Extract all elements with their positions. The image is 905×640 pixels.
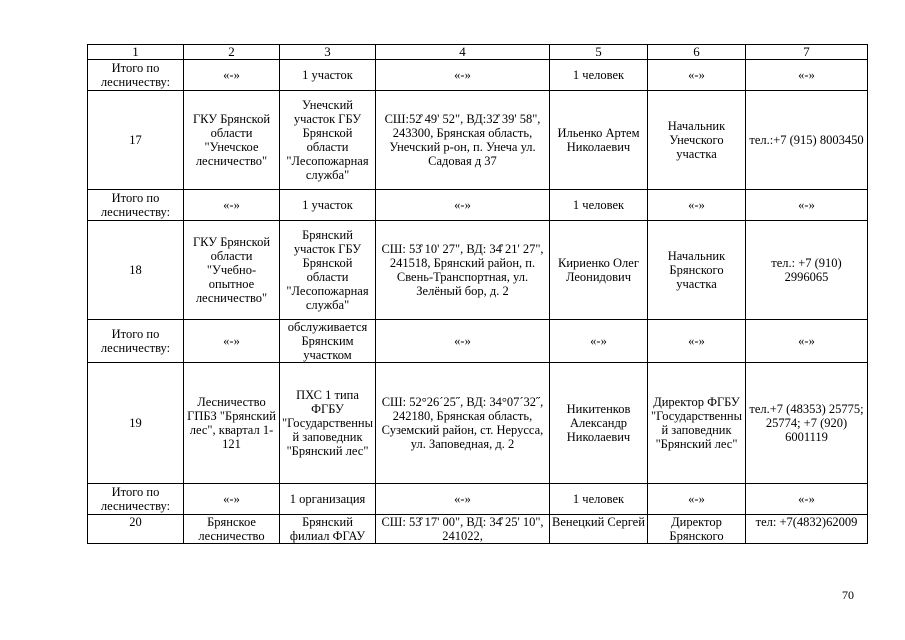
table-cell: Начальник Унечского участка — [648, 91, 746, 190]
table-cell: Ильенко Артем Николаевич — [550, 91, 648, 190]
table-cell: СШ: 52°26´25˝, ВД: 34°07´32˝, 242180, Брянская область, Суземский район, ст. Нерусса, ул. Заповедная, д. 2 — [376, 363, 550, 484]
table-cell: тел.:+7 (915) 8003450 — [746, 91, 868, 190]
table-cell: Лесничество ГПБЗ "Брянский лес", квартал 1-121 — [184, 363, 280, 484]
table-cell: ГКУ Брянской области "Унечское лесничество" — [184, 91, 280, 190]
table-cell: 18 — [88, 221, 184, 320]
header-cell: 6 — [648, 45, 746, 60]
table-cell: «-» — [746, 320, 868, 363]
table-cell: СШ: 53̊ 17' 00", ВД: 34̊ 25' 10", 241022, — [376, 515, 550, 544]
table-cell: «-» — [184, 484, 280, 515]
table-cell: Никитенков Александр Николаевич — [550, 363, 648, 484]
table-cell: «-» — [550, 320, 648, 363]
table-cell: «-» — [746, 190, 868, 221]
header-cell: 7 — [746, 45, 868, 60]
table-cell: 20 — [88, 515, 184, 544]
table-cell: Венецкий Сергей — [550, 515, 648, 544]
table-cell: 1 участок — [280, 60, 376, 91]
table-cell: 19 — [88, 363, 184, 484]
table-cell: Унечский участок ГБУ Брянской области "Лесопожарная служба" — [280, 91, 376, 190]
header-cell: 1 — [88, 45, 184, 60]
table-cell: «-» — [184, 190, 280, 221]
table-cell: 1 человек — [550, 60, 648, 91]
table-cell: тел.: +7 (910) 2996065 — [746, 221, 868, 320]
page-number: 70 — [842, 588, 854, 602]
table-cell: ПХС 1 типа ФГБУ "Государственный заповедник "Брянский лес" — [280, 363, 376, 484]
table-cell: «-» — [746, 60, 868, 91]
forest-fire-table — [87, 44, 868, 544]
table-cell: 1 человек — [550, 190, 648, 221]
header-row — [88, 45, 868, 60]
table-row — [88, 91, 868, 190]
table-cell: 1 участок — [280, 190, 376, 221]
table-cell: «-» — [648, 60, 746, 91]
total-row — [88, 320, 868, 363]
table-cell: «-» — [648, 190, 746, 221]
table-cell: «-» — [376, 60, 550, 91]
table-cell: 1 организация — [280, 484, 376, 515]
table-cell: тел: +7(4832)62009 — [746, 515, 868, 544]
table-cell: Брянское лесничество — [184, 515, 280, 544]
table-row — [88, 221, 868, 320]
table-cell: «-» — [376, 320, 550, 363]
table-cell: Директор ФГБУ "Государственный заповедник "Брянский лес" — [648, 363, 746, 484]
table-cell: «-» — [376, 484, 550, 515]
table-cell: «-» — [648, 320, 746, 363]
table-cell: 1 человек — [550, 484, 648, 515]
table-cell: Директор Брянского — [648, 515, 746, 544]
table-cell: Начальник Брянского участка — [648, 221, 746, 320]
table-cell: тел.+7 (48353) 25775; 25774; +7 (920) 6001119 — [746, 363, 868, 484]
header-cell: 5 — [550, 45, 648, 60]
table-cell: обслуживается Брянским участком — [280, 320, 376, 363]
table-cell: 17 — [88, 91, 184, 190]
header-cell: 3 — [280, 45, 376, 60]
table-cell: СШ: 53̊ 10' 27", ВД: 34̊ 21' 27", 241518, Брянский район, п. Свень-Транспортная, ул. Зелёный бор, д. 2 — [376, 221, 550, 320]
table-cell: Брянский участок ГБУ Брянской области "Лесопожарная служба" — [280, 221, 376, 320]
table-cell: Итого по лесничеству: — [88, 320, 184, 363]
table-cell: Итого по лесничеству: — [88, 484, 184, 515]
table-cell: «-» — [648, 484, 746, 515]
table-cell: Итого по лесничеству: — [88, 190, 184, 221]
table-cell: Брянский филиал ФГАУ — [280, 515, 376, 544]
table-cell: ГКУ Брянской области "Учебно-опытное лесничество" — [184, 221, 280, 320]
table-cell: «-» — [184, 320, 280, 363]
header-cell: 2 — [184, 45, 280, 60]
table-cell: СШ:52̊ 49' 52", ВД:32̊ 39' 58", 243300, Брянская область, Унечский р-он, п. Унеча ул. Садовая д 37 — [376, 91, 550, 190]
header-cell: 4 — [376, 45, 550, 60]
table-row — [88, 363, 868, 484]
total-row — [88, 60, 868, 91]
total-row — [88, 484, 868, 515]
table-cell: Итого по лесничеству: — [88, 60, 184, 91]
table-cell: «-» — [746, 484, 868, 515]
table-cell: «-» — [376, 190, 550, 221]
table-cell: Кириенко Олег Леонидович — [550, 221, 648, 320]
total-row — [88, 190, 868, 221]
table-cell: «-» — [184, 60, 280, 91]
table-row — [88, 515, 868, 544]
